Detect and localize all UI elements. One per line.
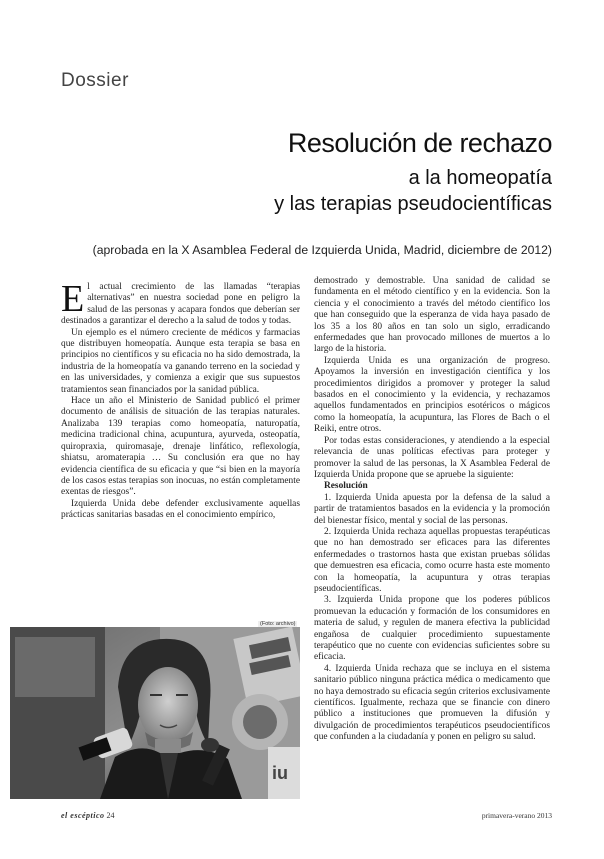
paragraph: Izquierda Unida es una organización de progreso. Apoyamos la inversión en investigación científica y los procedimientos dirigidos a promover y proteger la salud basados en el conocimiento y la evidencia, y rechazamos aquellos fundamentados en principios esotéricos o mágicos como la homeopatía, la acupuntura, las Flores de Bach o el Reiki, entre otros. — [314, 355, 550, 435]
resolution-heading: Resolución — [324, 481, 368, 492]
article-subtitle: (aprobada en la X Asamblea Federal de Izquierda Unida, Madrid, diciembre de 2012) — [92, 243, 552, 257]
issue-label: primavera-verano 2013 — [481, 811, 552, 820]
article-title-line-1: Resolución de rechazo — [287, 128, 552, 158]
resolution-item: 2. Izquierda Unida rechaza aquellas propuestas terapéuticas que no han demostrado ser eficaces para las diferentes enfermedades o trastornos hasta que existan pruebas sólidas que demuestren esa eficacia, como ocurre hasta este momento con la homeopatía, la acupuntura y otras terapias pseudocientíficas. — [314, 526, 550, 594]
resolution-item: 3. Izquierda Unida propone que los poderes públicos promuevan la educación y formación de los consumidores en materia de salud, y regulen de manera efectiva la publicidad engañosa de cualquier procedimiento supuestamente terapéutico que no cuente con evidencias suficientes sobre su eficacia. — [314, 595, 550, 663]
paragraph: Hace un año el Ministerio de Sanidad publicó el primer documento de análisis de situación de las terapias naturales. Analizaba 139 terapias como homeopatía, naturopatía, medicina tradicional china, acupuntura, ayurveda, osteopatía, quiropraxia, quiromasaje, drenaje linfático, reflexología, shiatsu, aromaterapia … Su conclusión era que no hay evidencia científica de su eficacia y que “si bien en la mayoría de los casos estas terapias son inocuas, no están completamente exentas de riesgos”. — [61, 396, 300, 498]
resolution-item: 1. Izquierda Unida apuesta por la defensa de la salud a partir de tratamientos basados en la evidencia y la promoción del bienestar físico, mental y social de las personas. — [314, 492, 550, 526]
paragraph: Un ejemplo es el número creciente de médicos y farmacias que distribuyen homeopatía. Aunque esta terapia se basa en principios no científicos y su eficacia no ha sido demostrada, la industria de la homeopatía va ganando terreno en la sociedad y en las universidades, y comienza a exigir que sus supuestos tratamientos sean financiados por la sanidad pública. — [61, 327, 300, 395]
resolution-item: 4. Izquierda Unida rechaza que se incluya en el sistema sanitario público ninguna práctica médica o medicamento que no haya demostrado su eficacia según criterios exclusivamente científicos. Igualmente, rechaza que se financie con dinero público a instituciones que promueven la difusión y divulgación de procedimientos terapéuticos pseudocientíficos que confunden a la ciudadanía y ponen en peligro su salud. — [314, 663, 550, 743]
section-label-text: Dossier — [61, 70, 129, 91]
magazine-name: el escéptico — [61, 811, 105, 820]
drop-cap: E — [61, 278, 85, 320]
article-title-line-2: a la homeopatía — [408, 167, 552, 189]
page-number: 24 — [106, 811, 115, 820]
left-text-column — [61, 278, 300, 522]
paragraph: Por todas estas consideraciones, y atendiendo a la especial relevancia de unas políticas efectivas para proteger y promover la salud de las personas, la X Asamblea Federal de Izquierda Unida propone que se apruebe la siguiente: — [314, 435, 550, 480]
article-title-line-3: y las terapias pseudocientíficas — [274, 193, 552, 215]
photo-credit: (Foto: archivo) — [260, 621, 296, 627]
svg-text:iu: iu — [272, 763, 288, 783]
paragraph: Izquierda Unida debe defender exclusivamente aquellas prácticas sanitarias basadas en el conocimiento empírico, — [61, 498, 300, 521]
footer-left — [61, 811, 115, 820]
article-photo — [10, 627, 300, 799]
paragraph: demostrado y demostrable. Una sanidad de calidad se fundamenta en el método científico y en la evidencia. Son la ciencia y el conocimiento a través del método científico los que han conseguido que la esperanza de vida haya pasado de los 35 a los 80 años en tan solo un siglo, erradicando enfermedades que han provocado millones de muertos a lo largo de la historia. — [314, 276, 550, 355]
photo-illustration — [10, 627, 300, 799]
paragraph: El actual crecimiento de las llamadas “terapias alternativas” en nuestra sociedad pone en peligro la salud de las personas y acapara fondos que deberían ser destinados a garantizar el derecho a la salud de todos y todas. — [61, 278, 300, 327]
right-text-column — [314, 276, 550, 744]
section-label — [61, 70, 129, 92]
